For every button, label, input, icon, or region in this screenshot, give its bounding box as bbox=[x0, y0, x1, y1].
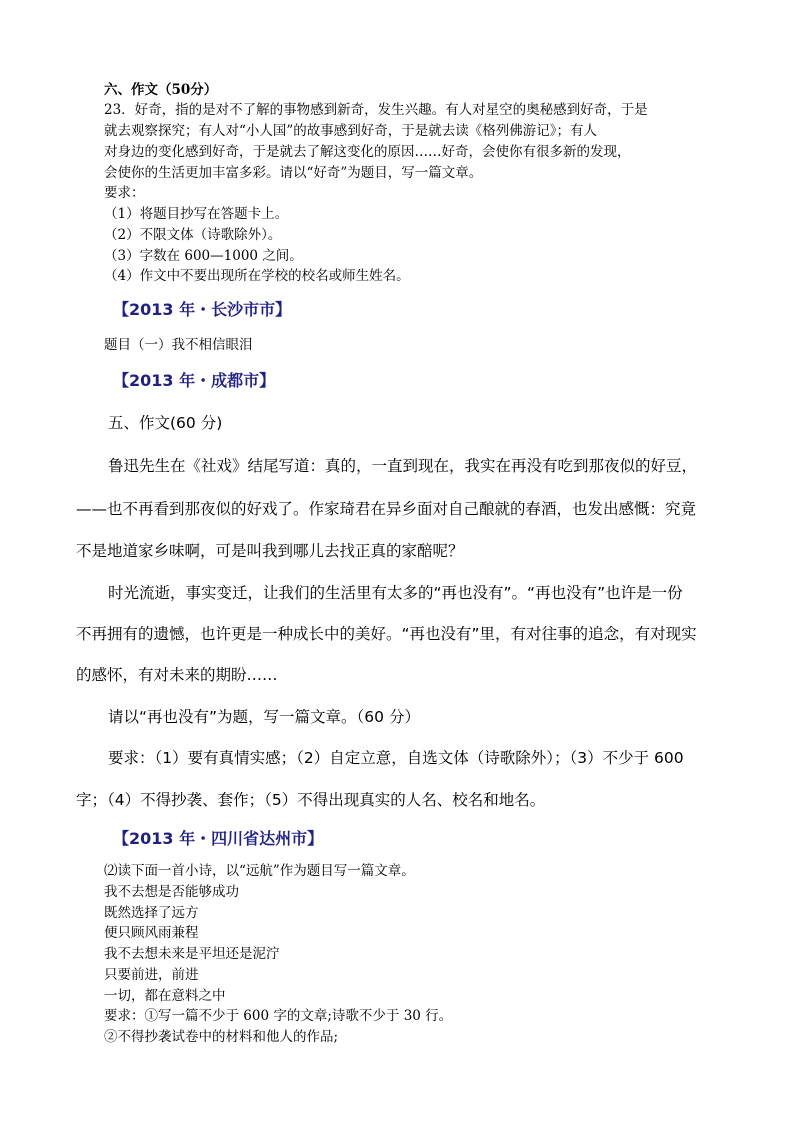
section3-header: 【2013 年・成都市】 bbox=[113, 371, 276, 390]
section1-para-line: 就去观察探究；有人对“小人国”的故事感到好奇，于是就去读《格列佛游记》；有人 bbox=[104, 123, 598, 139]
section4-line: ⑵读下面一首小诗，以“远航”作为题目写一篇文章。 bbox=[104, 863, 415, 879]
section1-req-item: （4）作文中不要出现所在学校的校名或师生姓名。 bbox=[104, 268, 410, 284]
section1-req-item: （1）将题目抄写在答题卡上。 bbox=[104, 206, 289, 222]
section3-line: 请以“再也没有”为题，写一篇文章。（60 分） bbox=[108, 708, 420, 726]
section4-line: 只要前进，前进 bbox=[104, 967, 199, 983]
section4-line: 我不去想未来是平坦还是泥泞 bbox=[104, 946, 280, 962]
section3-heading: 五、作文(60 分) bbox=[108, 414, 223, 432]
section1-req-item: （2）不限文体（诗歌除外）。 bbox=[104, 227, 282, 243]
section4-line: 要求：①写一篇不少于 600 字的文章;诗歌不少于 30 行。 bbox=[104, 1008, 453, 1024]
section3-line: 不再拥有的遗憾，也许更是一种成长中的美好。“再也没有”里，有对往事的追念，有对现实 bbox=[76, 625, 697, 643]
section1-req-label: 要求： bbox=[104, 185, 145, 201]
section1-heading: 六、作文（50分） bbox=[104, 82, 218, 98]
section1-req-item: （3）字数在 600—1000 之间。 bbox=[104, 248, 303, 264]
section3-line: 要求：（1）要有真情实感；（2）自定立意，自选文体（诗歌除外）；（3）不少于 600 bbox=[108, 749, 684, 767]
section4-line: 既然选择了远方 bbox=[104, 905, 199, 921]
section3-line: 不是地道家乡味啊，可是叫我到哪儿去找正真的家醅呢？ bbox=[76, 542, 464, 560]
section4-line: 我不去想是否能够成功 bbox=[104, 884, 239, 900]
section4-line: 一切，都在意料之中 bbox=[104, 988, 226, 1004]
section3-line: 时光流逝，事实变迁，让我们的生活里有太多的“再也没有”。“再也没有”也许是一份 bbox=[108, 584, 683, 602]
section3-line: 鲁迅先生在《社戏》结尾写道：真的，一直到现在，我实在再没有吃到那夜似的好豆， bbox=[108, 457, 698, 475]
section1-para-line: 对身边的变化感到好奇，于是就去了解这变化的原因……好奇，会使你有很多新的发现， bbox=[104, 144, 631, 160]
section4-line: ②不得抄袭试卷中的材料和他人的作品; bbox=[104, 1029, 339, 1045]
section1-para-line: 23．好奇，指的是对不了解的事物感到新奇，发生兴趣。有人对星空的奥秘感到好奇，于是 bbox=[104, 102, 648, 118]
section3-line: 的感怀，有对未来的期盼…… bbox=[76, 666, 278, 684]
section2-topic: 题目（一）我不相信眼泪 bbox=[104, 337, 253, 353]
section4-line: 便只顾风雨兼程 bbox=[104, 925, 199, 941]
section3-line: ——也不再看到那夜似的好戏了。作家琦君在异乡面对自己酿就的春酒，也发出感慨：究竟 bbox=[76, 500, 697, 518]
section2-header: 【2013 年・长沙市市】 bbox=[113, 300, 292, 319]
section1-para-line: 会使你的生活更加丰富多彩。请以“好奇”为题目，写一篇文章。 bbox=[104, 165, 483, 181]
section4-header: 【2013 年・四川省达州市】 bbox=[113, 829, 324, 848]
section3-line: 字；（4）不得抄袭、套作；（5）不得出现真实的人名、校名和地名。 bbox=[76, 791, 546, 809]
